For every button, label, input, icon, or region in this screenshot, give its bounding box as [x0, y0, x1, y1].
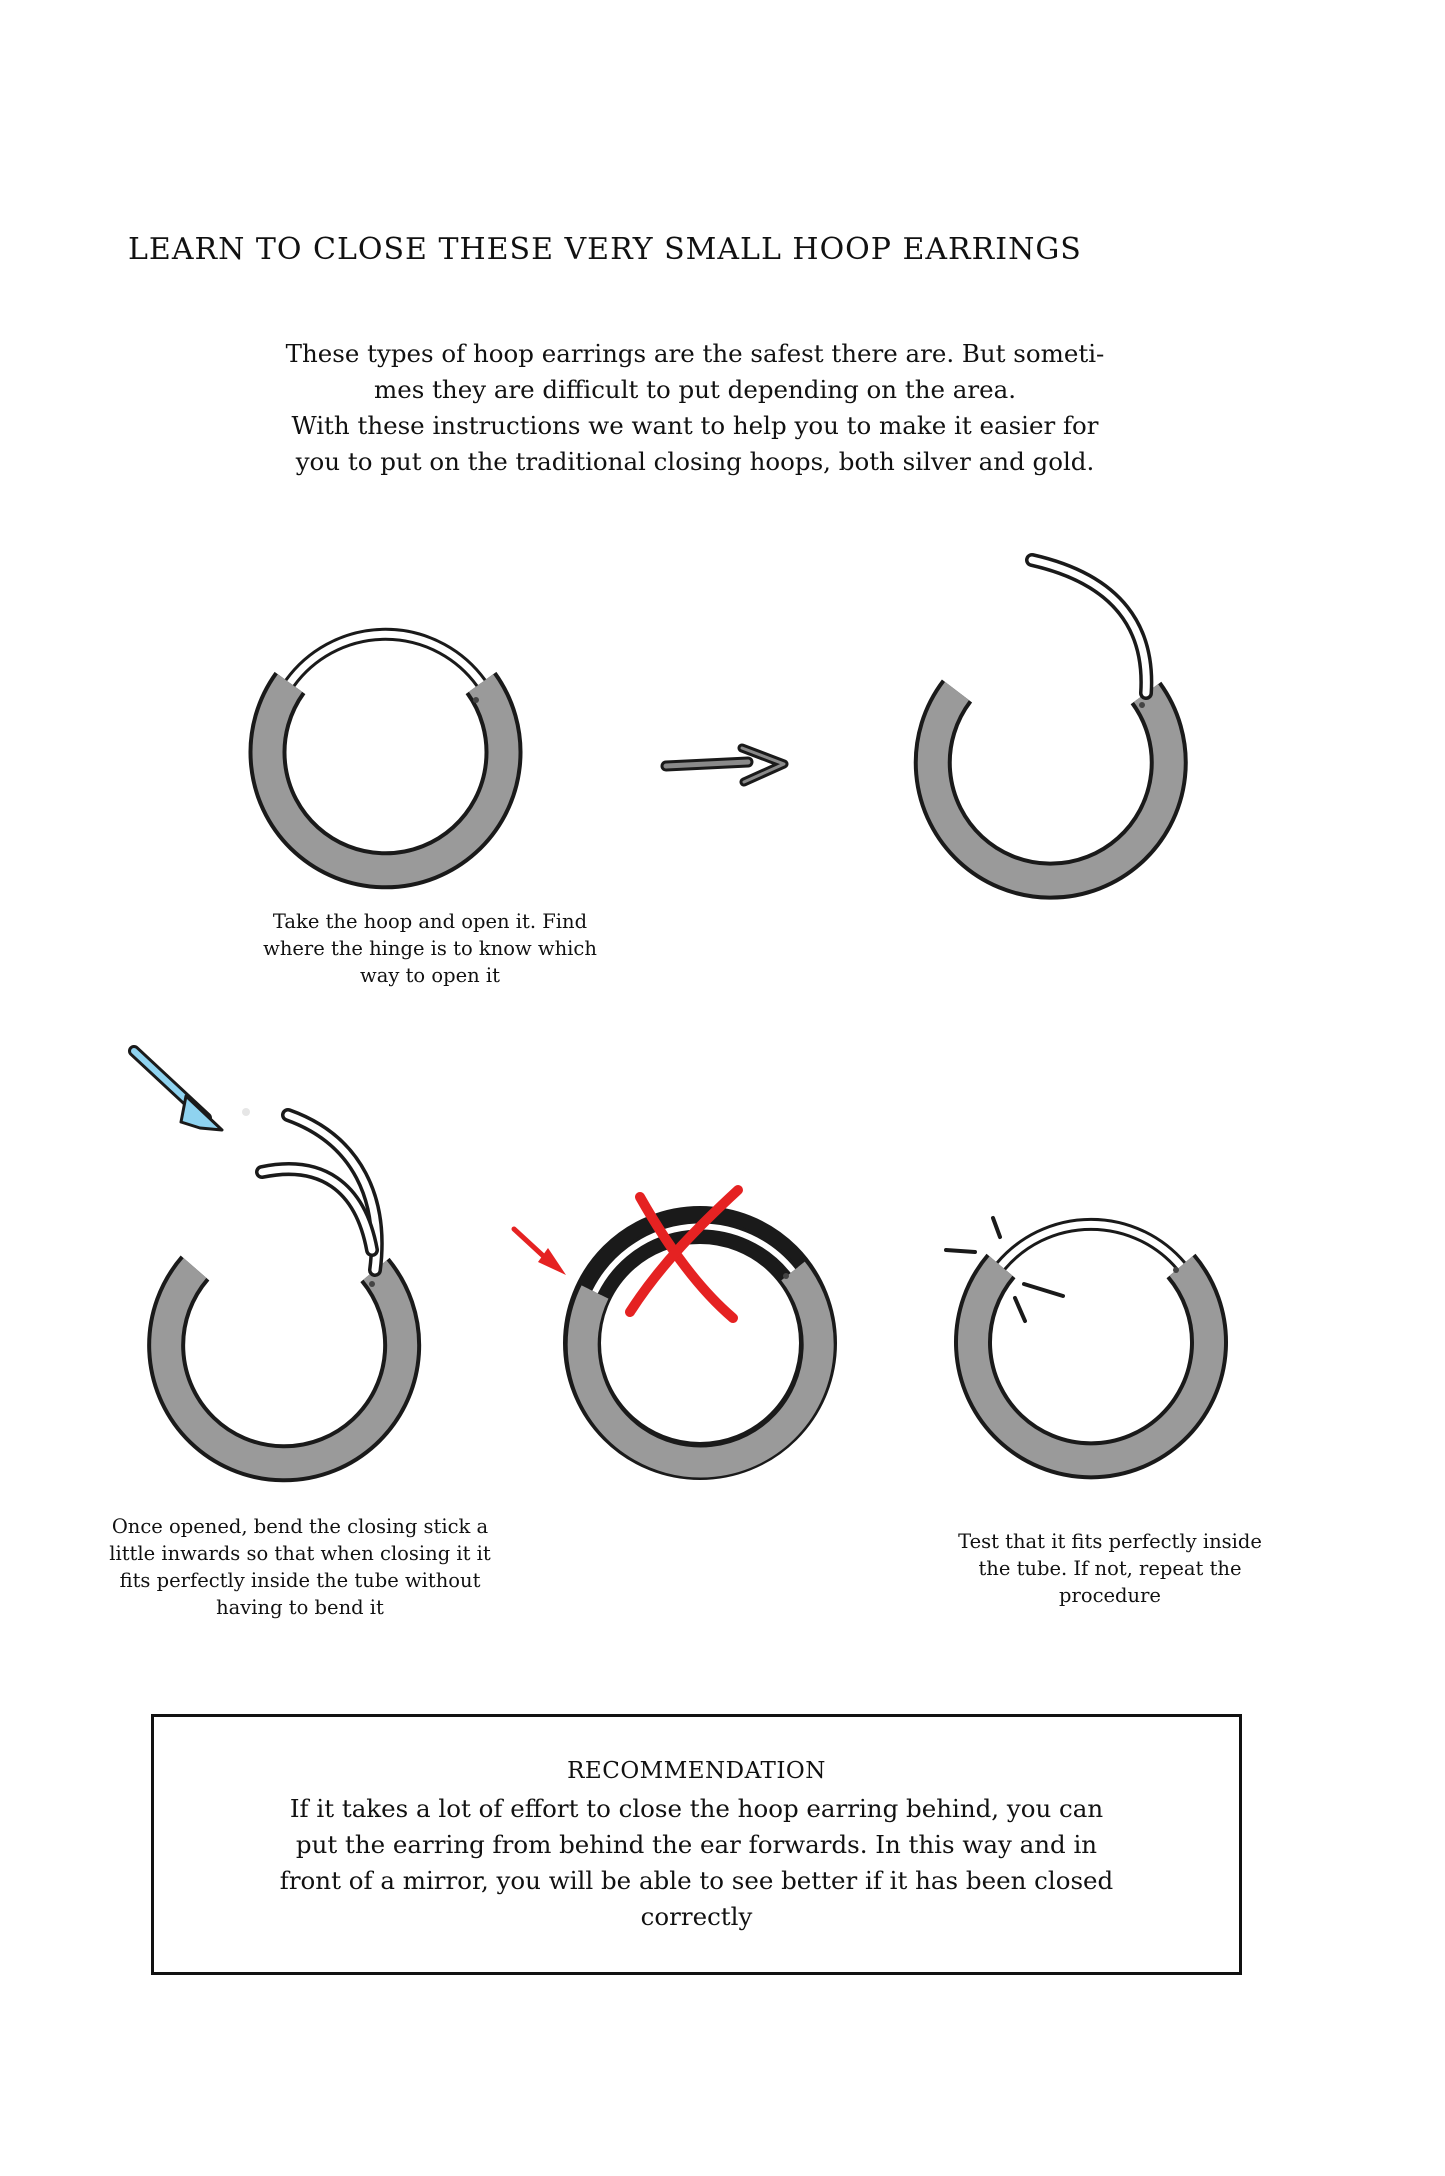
wrong-closure-hoop-illustration [582, 1225, 819, 1462]
recommendation-line: If it takes a lot of effort to close the hoop earring behind, you can [289, 1794, 1104, 1823]
caption-line: Test that it fits perfectly inside [958, 1530, 1262, 1553]
page-title: LEARN TO CLOSE THESE VERY SMALL HOOP EARRINGS [128, 232, 1082, 267]
recommendation-heading: RECOMMENDATION [567, 1758, 826, 1784]
caption-line: little inwards so that when closing it it [109, 1542, 491, 1565]
closed-hoop-illustration [268, 634, 504, 870]
step-2-caption [70, 1513, 530, 1621]
intro-line: These types of hoop earrings are the safest there are. But someti- [285, 339, 1105, 368]
caption-line: where the hinge is to know which [263, 937, 597, 960]
caption-line: way to open it [360, 964, 500, 987]
step-3-caption [880, 1528, 1340, 1609]
recommendation-line: correctly [640, 1902, 753, 1931]
caption-line: fits perfectly inside the tube without [119, 1569, 481, 1592]
open-hoop-illustration [933, 560, 1169, 881]
direction-arrow-icon [666, 748, 784, 782]
caption-line: having to bend it [216, 1596, 384, 1619]
caption-line: the tube. If not, repeat the [978, 1557, 1242, 1580]
intro-line: mes they are difficult to put depending on the area. [373, 375, 1016, 404]
red-arrow-icon [514, 1229, 566, 1275]
caption-line: procedure [1059, 1584, 1161, 1607]
caption-line: Once opened, bend the closing stick a [111, 1515, 489, 1538]
recommendation-line: front of a mirror, you will be able to see better if it has been closed [279, 1866, 1114, 1895]
caption-line: Take the hoop and open it. Find [272, 910, 588, 933]
recommendation-box [151, 1714, 1242, 1975]
intro-line: you to put on the traditional closing hoops, both silver and gold. [295, 447, 1095, 476]
step-1-caption [200, 908, 660, 989]
recommendation-text [174, 1791, 1219, 1935]
bent-stick-hoop-illustration [166, 1115, 402, 1463]
tested-hoop-illustration [973, 1224, 1209, 1460]
blue-arrow-icon [134, 1051, 250, 1130]
intro-line: With these instructions we want to help you to make it easier for [291, 411, 1099, 440]
recommendation-line: put the earring from behind the ear forwards. In this way and in [295, 1830, 1098, 1859]
